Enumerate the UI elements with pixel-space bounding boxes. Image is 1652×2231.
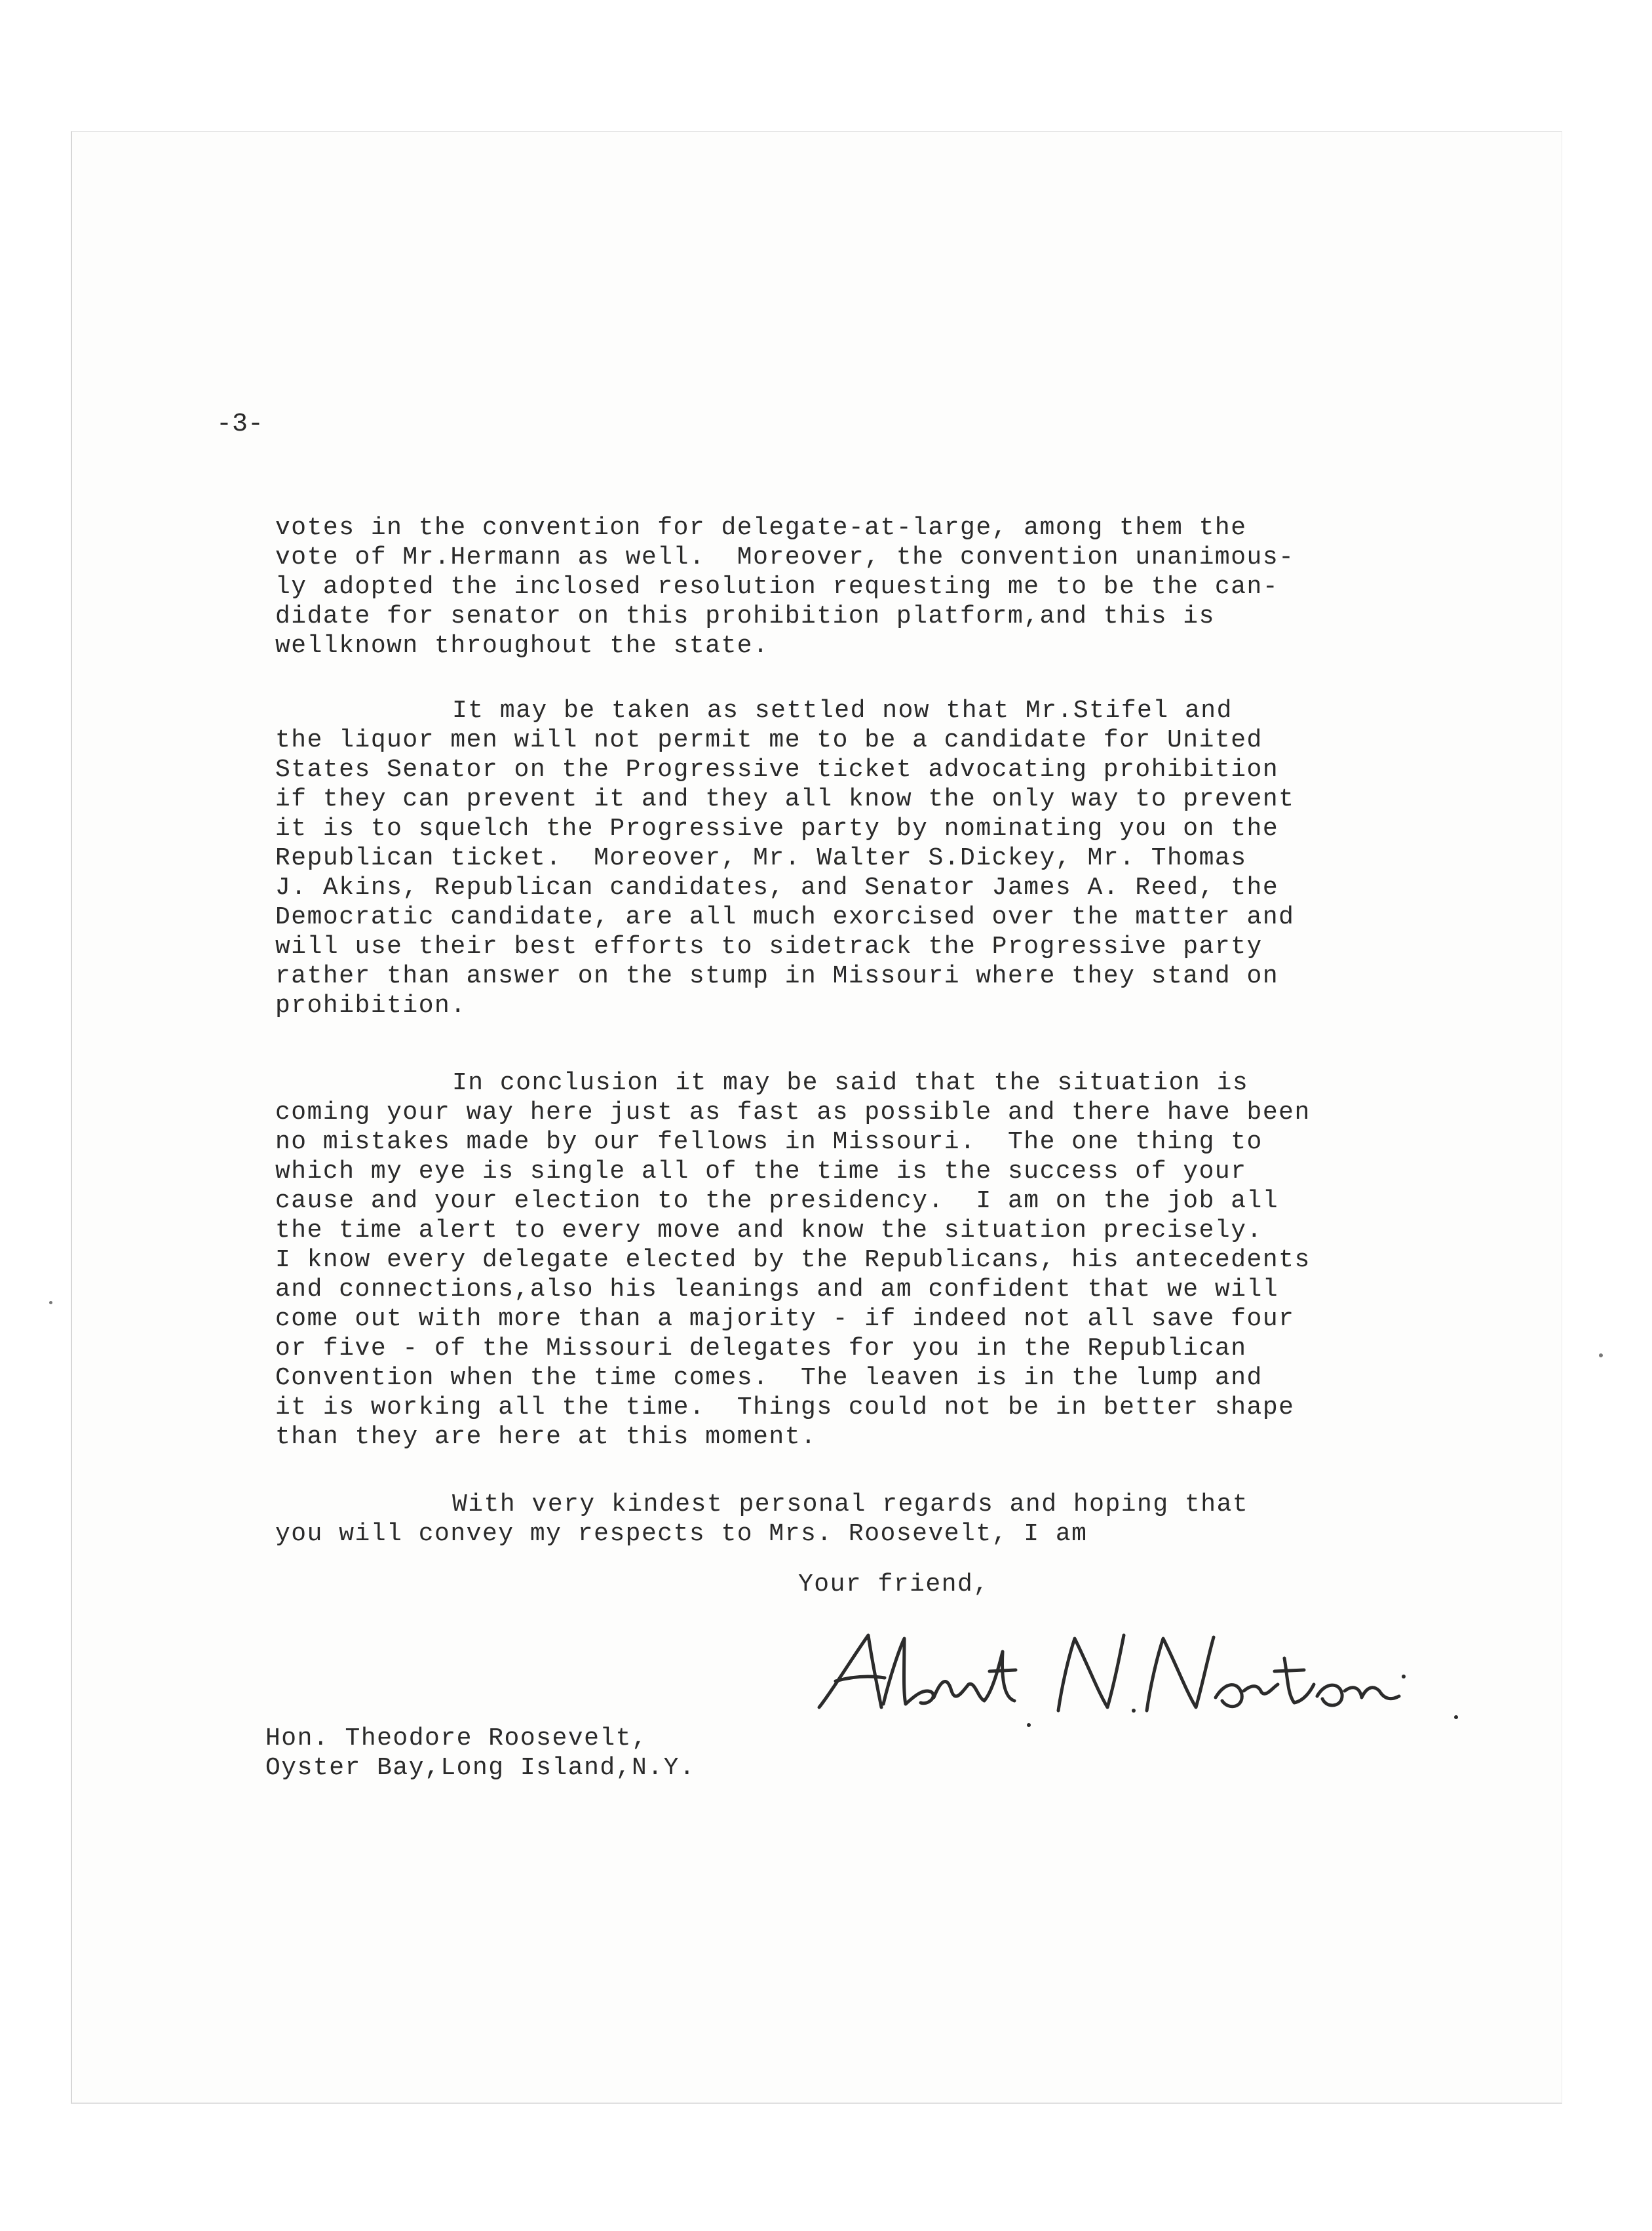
text-line: prohibition. (275, 992, 467, 1020)
text-line: than they are here at this moment. (275, 1423, 817, 1451)
text-line: States Senator on the Progressive ticket advocating prohibition (275, 756, 1279, 784)
text-line: didate for senator on this prohibition platform,and this is (275, 602, 1215, 630)
text-line: the time alert to every move and know the situation precisely. (275, 1216, 1263, 1245)
paragraph-2 (275, 696, 1455, 1020)
text-line: and connections,also his leanings and am confident that we will (275, 1275, 1279, 1304)
scan-speck (1599, 1353, 1603, 1357)
text-line: you will convey my respects to Mrs. Roosevelt, I am (275, 1520, 1088, 1548)
text-line: votes in the convention for delegate-at-large, among them the (275, 514, 1247, 542)
text-line: wellknown throughout the state. (275, 632, 769, 660)
signature (806, 1619, 1481, 1737)
page-number: -3- (216, 410, 264, 439)
text-line: In conclusion it may be said that the situation is (452, 1069, 1249, 1097)
text-line: I know every delegate elected by the Republicans, his antecedents (275, 1246, 1311, 1274)
text-line: J. Akins, Republican candidates, and Senator James A. Reed, the (275, 874, 1279, 902)
text-line: rather than answer on the stump in Missouri where they stand on (275, 962, 1279, 990)
closing-salutation: Your friend, (798, 1570, 989, 1599)
text-line: It may be taken as settled now that Mr.Stifel and (452, 697, 1233, 725)
text-line: ly adopted the inclosed resolution requesting me to be the can- (275, 573, 1279, 601)
scan-speck (49, 1301, 52, 1304)
text-line: which my eye is single all of the time is the success of your (275, 1157, 1247, 1186)
text-line: if they can prevent it and they all know the only way to prevent (275, 785, 1295, 813)
text-line: coming your way here just as fast as possible and there have been (275, 1098, 1311, 1127)
text-line: vote of Mr.Hermann as well. Moreover, the convention unanimous- (275, 543, 1295, 572)
text-line: it is working all the time. Things could not be in better shape (275, 1393, 1295, 1422)
addressee-line: Hon. Theodore Roosevelt, (265, 1724, 648, 1753)
text-line: Republican ticket. Moreover, Mr. Walter S.Dickey, Mr. Thomas (275, 844, 1247, 872)
addressee-block (265, 1724, 695, 1783)
text-line: come out with more than a majority - if indeed not all save four (275, 1305, 1295, 1333)
addressee-line: Oyster Bay,Long Island,N.Y. (265, 1754, 696, 1782)
text-line: cause and your election to the presidency. I am on the job all (275, 1187, 1279, 1215)
paragraph-1 (275, 513, 1455, 661)
text-line: With very kindest personal regards and hoping that (452, 1490, 1249, 1519)
text-line: Convention when the time comes. The leaven is in the lump and (275, 1364, 1263, 1392)
text-line: it is to squelch the Progressive party by nominating you on the (275, 815, 1279, 843)
paragraph-3 (275, 1068, 1455, 1452)
text-line: or five - of the Missouri delegates for you in the Republican (275, 1334, 1247, 1363)
paragraph-4 (275, 1490, 1455, 1549)
text-line: will use their best efforts to sidetrack the Progressive party (275, 933, 1263, 961)
text-line: Democratic candidate, are all much exorcised over the matter and (275, 903, 1295, 931)
text-line: the liquor men will not permit me to be a candidate for United (275, 726, 1263, 754)
text-line: no mistakes made by our fellows in Missouri. The one thing to (275, 1128, 1263, 1156)
